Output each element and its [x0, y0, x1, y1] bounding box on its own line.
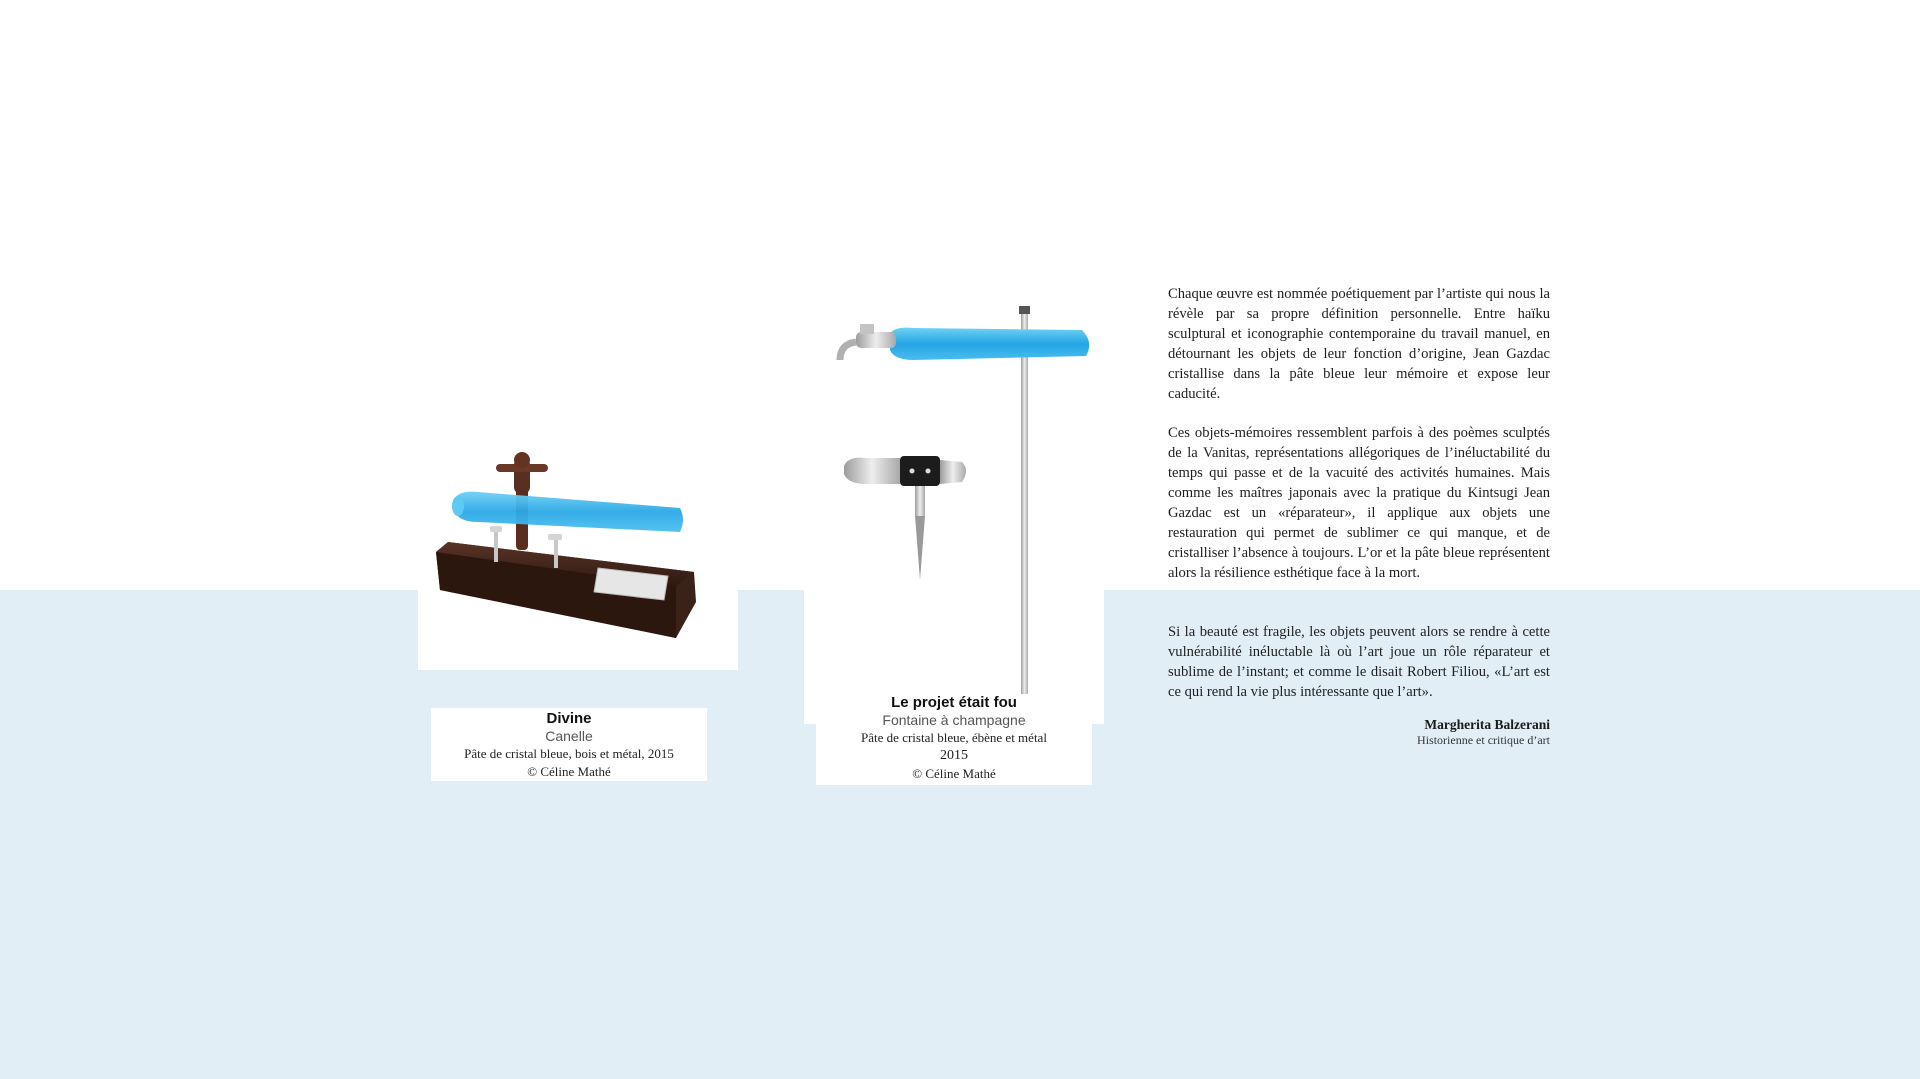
essay-paragraph: Ces objets-mémoires ressemblent parfois à des poèmes sculptés de la Vanitas, représentations allégoriques de l’inéluctabilité du temps qui passe et de la vacuité des activités humaines. Mais comme les maîtres japonais avec la pratique du Kintsugi Jean Gazdac est un «réparateur», il applique aux objets une restauration qui permet de sublimer ce qui manque, et de cristalliser l’absence à toujours. L’or et la pâte bleue représentent alors la résilience esthétique face à la mort.: [1168, 425, 1550, 581]
essay-paragraph: Chaque œuvre est nommée poétiquement par l’artiste qui nous la révèle par sa propre définition personnelle. Entre haïku sculptural et iconographie contemporaine du travail manuel, en détournant les objets de leur fonction d’origine, Jean Gazdac cristallise dans la pâte bleue leur mémoire et expose leur caducité.: [1168, 286, 1550, 402]
artwork-title: Divine: [546, 710, 592, 727]
artwork-caption-fontaine: [816, 694, 1092, 785]
artwork-details: Pâte de cristal bleue, ébène et métal: [861, 730, 1047, 745]
artwork-photo-divine: [418, 430, 738, 670]
artwork-title: Le projet était fou: [891, 694, 1017, 711]
artwork-details: Pâte de cristal bleue, bois et métal, 2015: [464, 746, 674, 761]
artwork-caption-divine: [431, 708, 707, 781]
author-name: Margherita Balzerani: [1424, 717, 1550, 732]
fontaine-sculpture-image: [804, 284, 1104, 724]
essay-paragraph: Si la beauté est fragile, les objets peuvent alors se rendre à cette vulnérabilité inéluctable là où l’art joue un rôle réparateur et sublime de l’instant; et comme le disait Robert Filiou, «L’art est ce qui rend la vie plus intéressante que l’art».: [1168, 624, 1550, 700]
artwork-credit: © Céline Mathé: [527, 764, 611, 779]
artwork-year: 2015: [940, 748, 968, 763]
author-signature: [1168, 717, 1550, 748]
essay-text: [1168, 284, 1550, 702]
artwork-subtitle: Canelle: [545, 728, 593, 744]
artwork-subtitle: Fontaine à champagne: [882, 712, 1026, 728]
artwork-photo-fontaine: [804, 284, 1104, 724]
divine-sculpture-image: [418, 430, 738, 670]
artwork-credit: © Céline Mathé: [912, 766, 996, 781]
author-role: Historienne et critique d’art: [1417, 733, 1550, 747]
